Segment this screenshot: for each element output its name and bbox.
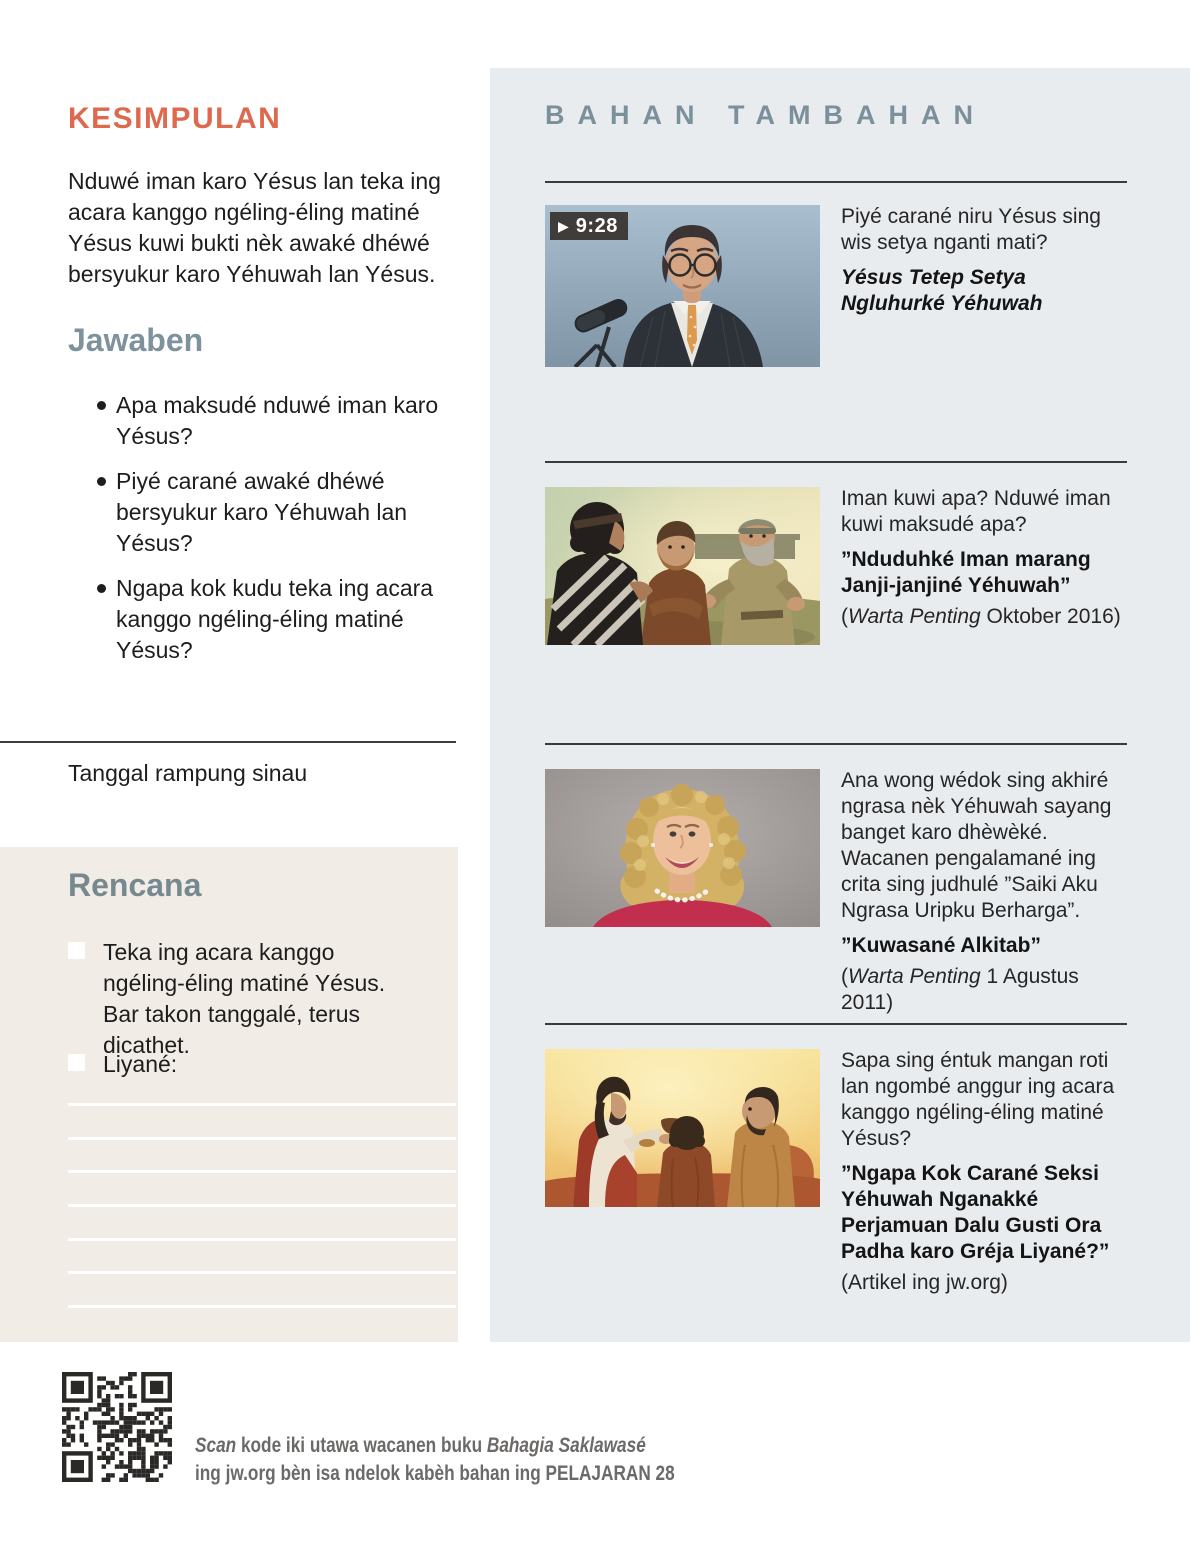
writing-line (68, 1305, 456, 1308)
item-text (841, 1048, 1133, 1296)
divider-line (0, 741, 456, 743)
item-divider (545, 181, 1127, 183)
item-question: Piyé carané niru Yésus sing wis setya nganti mati? (841, 205, 1101, 254)
additional-materials-panel (490, 68, 1190, 1342)
item-title[interactable]: ”Nduduhké Iman marang Janji-janjiné Yéhuwah” (841, 548, 1091, 597)
plan-box (0, 847, 458, 1342)
task-text: Teka ing acara kanggo ngéling-éling matiné Yésus. Bar takon tanggalé, terus dicathet. (103, 939, 386, 1058)
writing-line (68, 1137, 456, 1140)
item-divider (545, 1023, 1127, 1025)
footer-line-1 (195, 1432, 675, 1460)
jesus-sharing-meal-with-disciples-image (545, 1049, 820, 1207)
task-text: Liyané: (103, 1051, 178, 1077)
item-source (841, 604, 1133, 630)
source-magazine: Warta Penting (848, 605, 981, 628)
footer-line-2: ing jw.org bèn isa ndelok kabèh bahan ing PELAJARAN 28 (195, 1462, 675, 1485)
completion-date-label: Tanggal rampung sinau (68, 760, 308, 786)
item-text (841, 486, 1133, 630)
source-prefix: ( (841, 965, 848, 988)
plan-task (68, 1049, 420, 1080)
bullet-icon (97, 477, 106, 486)
question-text: Apa maksudé nduwé iman karo Yésus? (116, 392, 439, 449)
noah-talking-with-two-men-image (545, 487, 820, 645)
article-thumbnail[interactable] (545, 487, 820, 645)
writing-line (68, 1238, 456, 1241)
plan-task (68, 937, 420, 1061)
video-thumbnail[interactable] (545, 205, 820, 367)
answers-question-list (68, 390, 450, 680)
footer-note (195, 1432, 675, 1488)
bullet-icon (97, 584, 106, 593)
checkbox[interactable] (68, 942, 85, 959)
item-source (841, 964, 1133, 1016)
item-text (841, 768, 1133, 1016)
video-duration: 9:28 (575, 214, 618, 237)
question-item (68, 390, 450, 452)
checkbox[interactable] (68, 1054, 85, 1071)
plan-heading: Rencana (68, 867, 202, 903)
writing-lines (68, 1103, 456, 1308)
item-text (841, 204, 1133, 322)
item-source (841, 1270, 1133, 1296)
item-title[interactable]: Yésus Tetep Setya Ngluhurké Yéhuwah (841, 266, 1043, 315)
item-question: Ana wong wédok sing akhiré ngrasa nèk Yéhuwah sayang banget karo dhèwèké. Wacanen pengalamané ing crita sing judhulé ”Saiki Aku Ngrasa Uripku Berharga”. (841, 769, 1112, 922)
summary-text: Nduwé iman karo Yésus lan teka ing acara kanggo ngéling-éling matiné Yésus kuwi bukti nèk awaké dhéwé bersyukur karo Yéhuwah lan Yésus. (68, 168, 441, 287)
smiling-woman-portrait-image (545, 769, 820, 927)
source-magazine: Warta Penting (848, 965, 981, 988)
item-divider (545, 461, 1127, 463)
writing-line (68, 1103, 456, 1106)
article-thumbnail[interactable] (545, 1049, 820, 1207)
item-question: Sapa sing éntuk mangan roti lan ngombé anggur ing acara kanggo ngéling-éling matiné Yésus? (841, 1049, 1115, 1150)
source-prefix: ( (841, 605, 848, 628)
question-item (68, 466, 450, 559)
qr-code (62, 1372, 172, 1482)
question-item (68, 573, 450, 666)
video-duration-badge (550, 212, 628, 240)
question-text: Piyé carané awaké dhéwé bersyukur karo Yéhuwah lan Yésus? (116, 468, 408, 556)
footer-book-title: Bahagia Saklawasé (486, 1434, 646, 1457)
footer-line1-text: kode iki utawa wacanen buku (236, 1434, 487, 1457)
item-title[interactable]: ”Ngapa Kok Carané Seksi Yéhuwah Nganakké Perjamuan Dalu Gusti Ora Padha karo Gréja Liyané?” (841, 1162, 1110, 1263)
item-question: Iman kuwi apa? Nduwé iman kuwi maksudé apa? (841, 487, 1111, 536)
writing-line (68, 1271, 456, 1274)
play-icon: ▶ (558, 218, 569, 234)
panel-heading: BAHAN TAMBAHAN (545, 100, 986, 130)
article-thumbnail[interactable] (545, 769, 820, 927)
question-text: Ngapa kok kudu teka ing acara kanggo ngéling-éling matiné Yésus? (116, 575, 434, 663)
bullet-icon (97, 401, 106, 410)
writing-line (68, 1170, 456, 1173)
source-prefix: (Artikel ing jw.org) (841, 1271, 1008, 1294)
writing-line (68, 1204, 456, 1207)
item-divider (545, 743, 1127, 745)
source-suffix: 1 Agustus 2011) (841, 965, 1079, 1014)
answers-heading: Jawaben (68, 322, 204, 358)
summary-heading: KESIMPULAN (68, 102, 282, 135)
source-suffix: Oktober 2016) (980, 605, 1121, 628)
item-title[interactable]: ”Kuwasané Alkitab” (841, 934, 1041, 957)
footer-scan-word: Scan (195, 1434, 237, 1457)
